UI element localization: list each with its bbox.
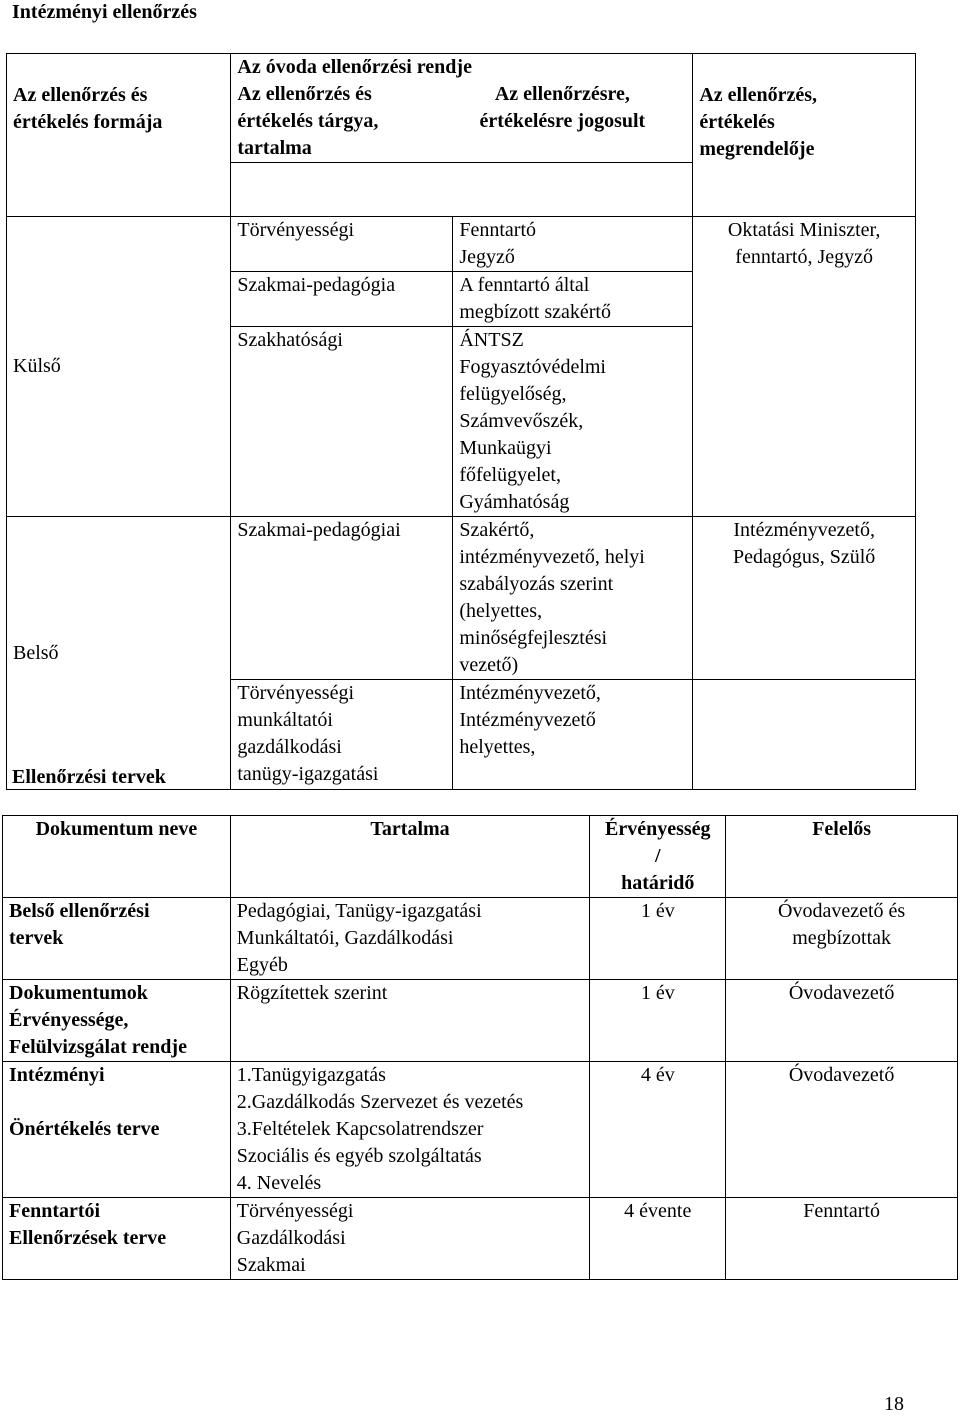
content-cell: 1.Tanügyigazgatás 2.Gazdálkodás Szervezet és vezetés 3.Feltételek Kapcsolatrendszer Szociális és egyéb szolgáltatás 4. Nevelés [230, 1062, 590, 1198]
content-cell: Törvényességi Gazdálkodási Szakmai [230, 1198, 590, 1280]
group-header [231, 54, 693, 163]
validity-cell: 4 évente [590, 1198, 726, 1280]
authorized-cell: A fenntartó által megbízott szakértő [453, 272, 693, 327]
content-header: Tartalma [230, 816, 590, 898]
doc-name-cell: Belső ellenőrzési tervek [3, 898, 231, 980]
authorized-cell: Szakértő, intézményvezető, helyi szabályozás szerint (helyettes, minőségfejlesztési vezető) [453, 517, 693, 680]
control-order-table [6, 53, 916, 790]
responsible-cell: Óvodavezető és megbízottak [726, 898, 958, 980]
form-internal-text: Belső [13, 641, 59, 664]
form-internal [7, 517, 231, 790]
subject-cell: Szakhatósági [231, 327, 453, 517]
doc-name-cell: Fenntartói Ellenőrzések terve [3, 1198, 231, 1280]
authorized-cell: Intézményvezető, Intézményvezető helyettes, [453, 680, 693, 790]
group-header-text: Az óvoda ellenőrzési rendje [237, 56, 472, 78]
form-external-text: Külső [13, 355, 61, 377]
doc-name-cell: Dokumentumok Érvényessége, Felülvizsgálat rendje [3, 980, 231, 1062]
requester-external: Oktatási Miniszter, fenntartó, Jegyző [693, 217, 916, 517]
responsible-cell: Óvodavezető [726, 1062, 958, 1198]
requester-header-text: Az ellenőrzés, értékelés megrendelője [699, 84, 818, 160]
form-header-text: Az ellenőrzés és értékelés formája [13, 84, 163, 133]
form-external [7, 217, 231, 517]
table-row [7, 517, 916, 680]
table-row [3, 1062, 958, 1198]
authorized-cell: ÁNTSZ Fogyasztóvédelmi felügyelőség, Számvevőszék, Munkaügyi főfelügyelet, Gyámhatóság [453, 327, 693, 517]
subject-cell: Törvényességi [231, 217, 453, 272]
table-row [3, 1198, 958, 1280]
requester-internal: Intézményvezető, Pedagógus, Szülő [693, 517, 916, 680]
content-cell: Pedagógiai, Tanügy-igazgatási Munkáltatói, Gazdálkodási Egyéb [230, 898, 590, 980]
content-cell: Rögzítettek szerint [230, 980, 590, 1062]
section-heading-institutional: Intézményi ellenőrzés [12, 1, 197, 23]
form-header [7, 54, 231, 217]
subject-cell: Szakmai-pedagógiai [231, 517, 453, 680]
table-row [3, 816, 958, 898]
doc-name-cell: Intézményi Önértékelés terve [3, 1062, 231, 1198]
authorized-header: Az ellenőrzésre, értékelésre jogosult [479, 83, 646, 132]
validity-cell: 1 év [590, 980, 726, 1062]
table-row [7, 217, 916, 272]
subject-header: Az ellenőrzés és értékelés tárgya, tartalma [237, 83, 379, 159]
subject-cell: Törvényességi munkáltatói gazdálkodási tanügy-igazgatási [231, 680, 453, 790]
control-plans-table [2, 815, 958, 1280]
table-row [7, 54, 916, 163]
page-number: 18 [884, 1393, 904, 1415]
table-row [3, 980, 958, 1062]
table-row [3, 898, 958, 980]
responsible-cell: Fenntartó [726, 1198, 958, 1280]
section-heading-plans: Ellenőrzési tervek [12, 766, 166, 788]
subject-cell: Szakmai-pedagógia [231, 272, 453, 327]
requester-header [693, 54, 916, 217]
requester-empty [693, 680, 916, 790]
authorized-cell: Fenntartó Jegyző [453, 217, 693, 272]
validity-cell: 1 év [590, 898, 726, 980]
responsible-cell: Óvodavezető [726, 980, 958, 1062]
validity-header: Érvényesség / határidő [590, 816, 726, 898]
validity-cell: 4 év [590, 1062, 726, 1198]
doc-name-header: Dokumentum neve [3, 816, 231, 898]
responsible-header: Felelős [726, 816, 958, 898]
